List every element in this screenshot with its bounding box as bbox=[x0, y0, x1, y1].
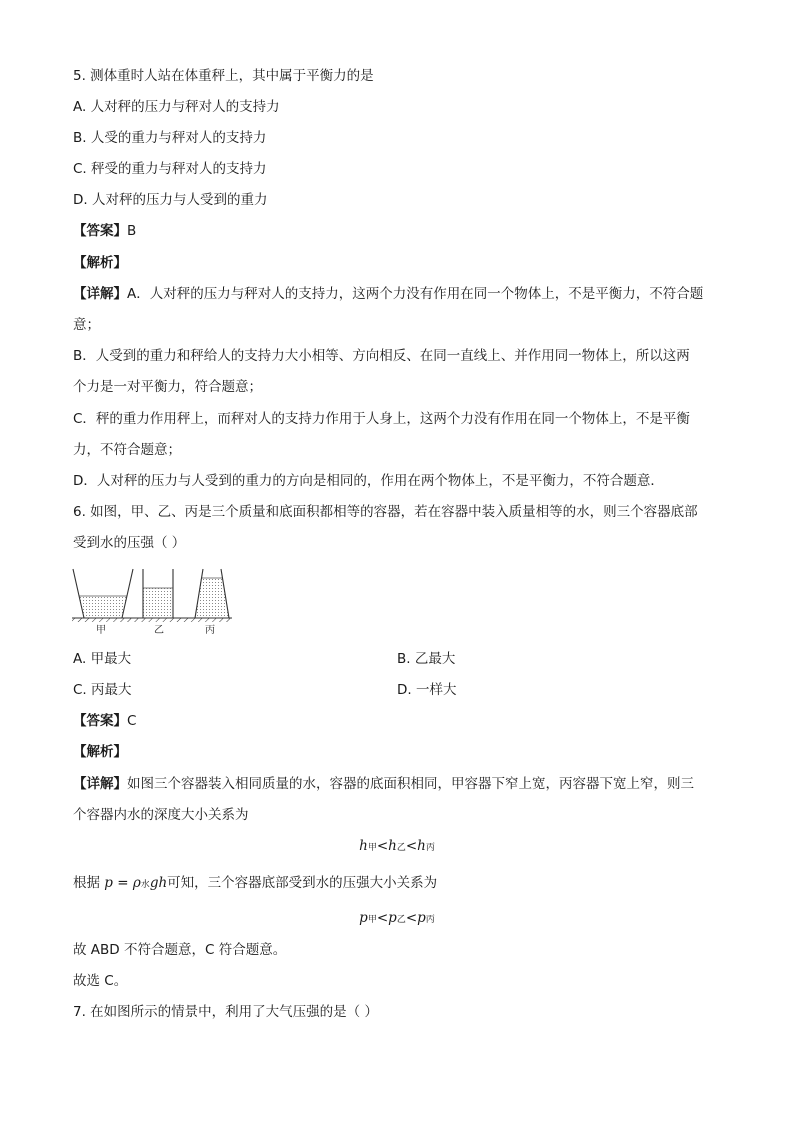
q6-stem-line1: 6. 如图，甲、乙、丙是三个质量和底面积都相等的容器，若在容器中装入质量相等的水，则三个容器底部 bbox=[73, 504, 698, 520]
q5-answer bbox=[73, 221, 136, 241]
q5-detail-tag: 【详解】 bbox=[73, 286, 127, 302]
container-yi-water bbox=[143, 588, 173, 618]
pressure-relation-equation: p甲<p乙<p丙 bbox=[359, 910, 435, 926]
ground-hatch bbox=[72, 618, 232, 622]
q7-stem: 7. 在如图所示的情景中，利用了大气压强的是（ ） bbox=[73, 1004, 378, 1020]
q6-option-b: B. 乙最大 bbox=[397, 651, 456, 667]
depth-relation-equation: h甲<h乙<h丙 bbox=[359, 838, 435, 854]
q6-option-a: A. 甲最大 bbox=[73, 651, 132, 667]
q5-detail-b-line2: 个力是一对平衡力，符合题意； bbox=[73, 379, 262, 395]
q6-detail-text1: 如图三个容器装入相同质量的水，容器的底面积相同，甲容器下窄上宽，丙容器下宽上窄，则三 bbox=[127, 776, 694, 792]
q5-stem: 5. 测体重时人站在体重秤上，其中属于平衡力的是 bbox=[73, 68, 374, 84]
q5-answer-value: B bbox=[127, 223, 137, 239]
q5-detail-c-line2: 力，不符合题意； bbox=[73, 442, 181, 458]
pressure-formula: p = ρ水gh bbox=[104, 875, 168, 891]
q5-option-d: D. 人对秤的压力与人受到的重力 bbox=[73, 192, 268, 208]
q5-detail-c-line1: C．秤的重力作用秤上，而秤对人的支持力作用于人身上，这两个力没有作用在同一个物体上，不是平衡 bbox=[73, 411, 690, 427]
q5-detail-a-line2: 意； bbox=[73, 317, 100, 333]
q5-detail-a-line1 bbox=[73, 284, 703, 304]
q6-stem-line2: 受到水的压强（ ） bbox=[73, 535, 186, 551]
q6-analysis-tag: 【解析】 bbox=[73, 744, 127, 760]
containers-figure bbox=[70, 566, 240, 638]
q6-detail-line5: 故选 C。 bbox=[73, 973, 128, 989]
q5-answer-tag: 【答案】 bbox=[73, 223, 127, 239]
q5-option-c: C. 秤受的重力与秤对人的支持力 bbox=[73, 161, 267, 177]
container-jia-water bbox=[79, 596, 127, 618]
q6-option-c: C. 丙最大 bbox=[73, 682, 132, 698]
label-jia: 甲 bbox=[96, 625, 106, 636]
q6-detail-line1 bbox=[73, 774, 694, 794]
q6-answer-value: C bbox=[127, 713, 137, 729]
q6-detail-tag: 【详解】 bbox=[73, 776, 127, 792]
label-yi: 乙 bbox=[154, 625, 164, 636]
q6-detail-line4: 故 ABD 不符合题意，C 符合题意。 bbox=[73, 942, 287, 958]
q5-analysis-tag: 【解析】 bbox=[73, 255, 127, 271]
q6-answer-tag: 【答案】 bbox=[73, 713, 127, 729]
q5-detail-a-text: A．人对秤的压力与秤对人的支持力，这两个力没有作用在同一个物体上，不是平衡力，不符合题 bbox=[127, 286, 704, 302]
label-bing: 丙 bbox=[205, 625, 215, 636]
q5-option-b: B. 人受的重力与秤对人的支持力 bbox=[73, 130, 267, 146]
q5-option-a: A. 人对秤的压力与秤对人的支持力 bbox=[73, 99, 280, 115]
q6-detail-line3: 根据 p = ρ水gh可知，三个容器底部受到水的压强大小关系为 bbox=[73, 875, 438, 891]
q5-detail-d-line1: D．人对秤的压力与人受到的重力的方向是相同的，作用在两个物体上，不是平衡力，不符合题意． bbox=[73, 473, 664, 489]
q5-detail-b-line1: B．人受到的重力和秤给人的支持力大小相等、方向相反、在同一直线上、并作用同一物体上，所以这两 bbox=[73, 348, 690, 364]
q6-option-d: D. 一样大 bbox=[397, 682, 457, 698]
q6-detail-line2: 个容器内水的深度大小关系为 bbox=[73, 807, 249, 823]
q6-answer bbox=[73, 711, 136, 731]
